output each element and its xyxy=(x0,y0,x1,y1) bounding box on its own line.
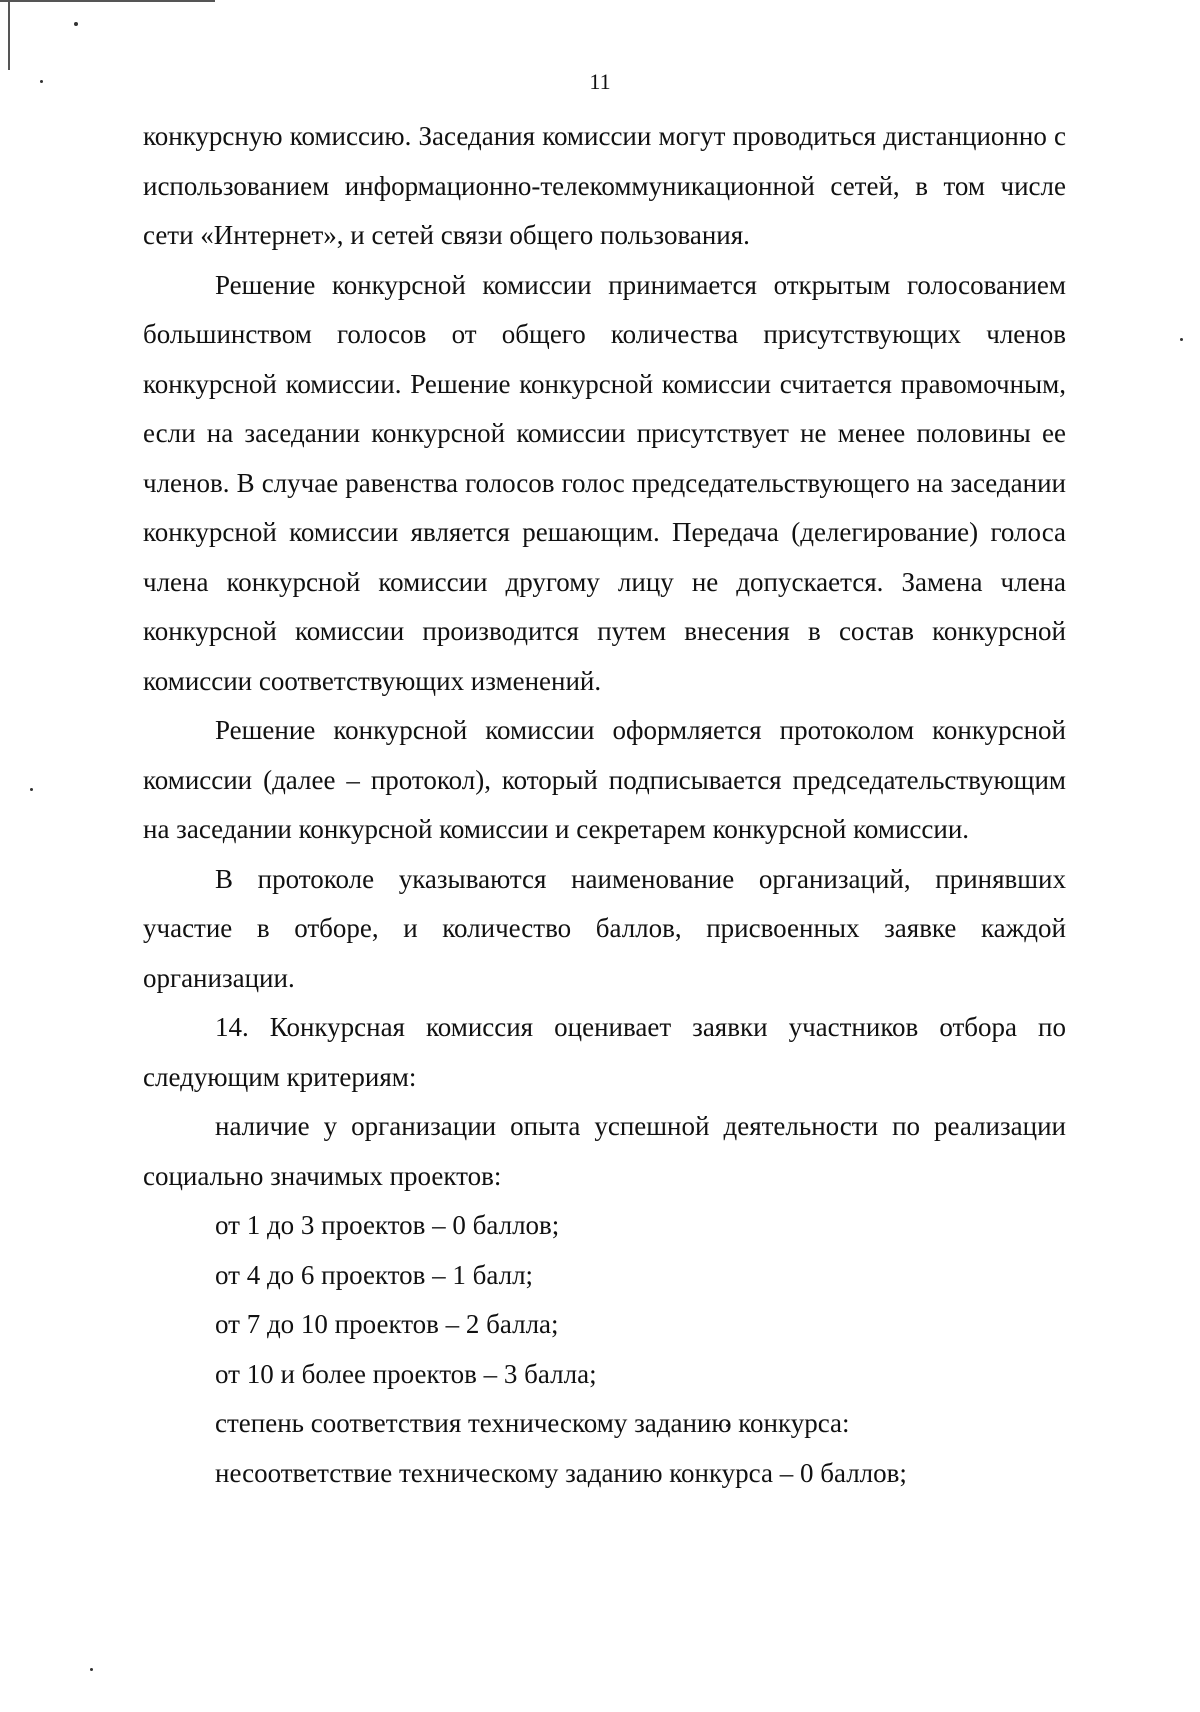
paragraph: наличие у организации опыта успешной деятельности по реализации социально значимых проектов: xyxy=(143,1111,1066,1191)
list-item: от 7 до 10 проектов – 2 балла; xyxy=(215,1309,559,1339)
paragraph: Решение конкурсной комиссии оформляется протоколом конкурсной комиссии (далее – протокол), который подписывается председательствующим на заседании конкурсной комиссии и секретарем конкурсной комиссии. xyxy=(143,715,1066,844)
scan-dot xyxy=(30,788,33,791)
list-item: от 4 до 6 проектов – 1 балл; xyxy=(215,1259,534,1290)
page-number: 11 xyxy=(589,69,611,94)
scan-edge-line xyxy=(8,0,10,70)
scan-edge-line xyxy=(0,0,215,2)
paragraph: Решение конкурсной комиссии принимается открытым голосованием большинством голосов от общего количества присутствующих членов конкурсной комиссии. Решение конкурсной комиссии считается правомочным, если на заседании конкурсной комиссии присутствует не менее половины ее членов. В случае равенства голосов голос председательствующего на заседании конкурсной комиссии является решающим. Передача (делегирование) голоса члена конкурсной комиссии другому лицу не допускается. Замена члена конкурсной комиссии производится путем внесения в состав конкурсной комиссии соответствующих изменений. xyxy=(143,269,1066,696)
list-item: несоответствие техническому заданию конкурса – 0 баллов; xyxy=(215,1457,907,1488)
scan-dot xyxy=(1180,338,1183,341)
list-item: от 1 до 3 проектов – 0 баллов; xyxy=(215,1210,560,1240)
scan-dot xyxy=(90,1668,93,1671)
paragraph: 14. Конкурсная комиссия оценивает заявки участников отбора по следующим критериям: xyxy=(143,1012,1066,1092)
paragraph: В протоколе указываются наименование организаций, принявших участие в отборе, и количество баллов, присвоенных заявке каждой организации. xyxy=(143,863,1066,993)
list-item: степень соответствия техническому заданию конкурса: xyxy=(215,1408,850,1438)
scan-dot xyxy=(74,22,78,26)
paragraph: конкурсную комиссию. Заседания комиссии могут проводиться дистанционно с использованием информационно-телекоммуникационной сетей, в том числе сети «Интернет», и сетей связи общего пользования. xyxy=(143,121,1066,250)
list-item: от 10 и более проектов – 3 балла; xyxy=(215,1358,597,1389)
document-body xyxy=(143,112,1066,1498)
